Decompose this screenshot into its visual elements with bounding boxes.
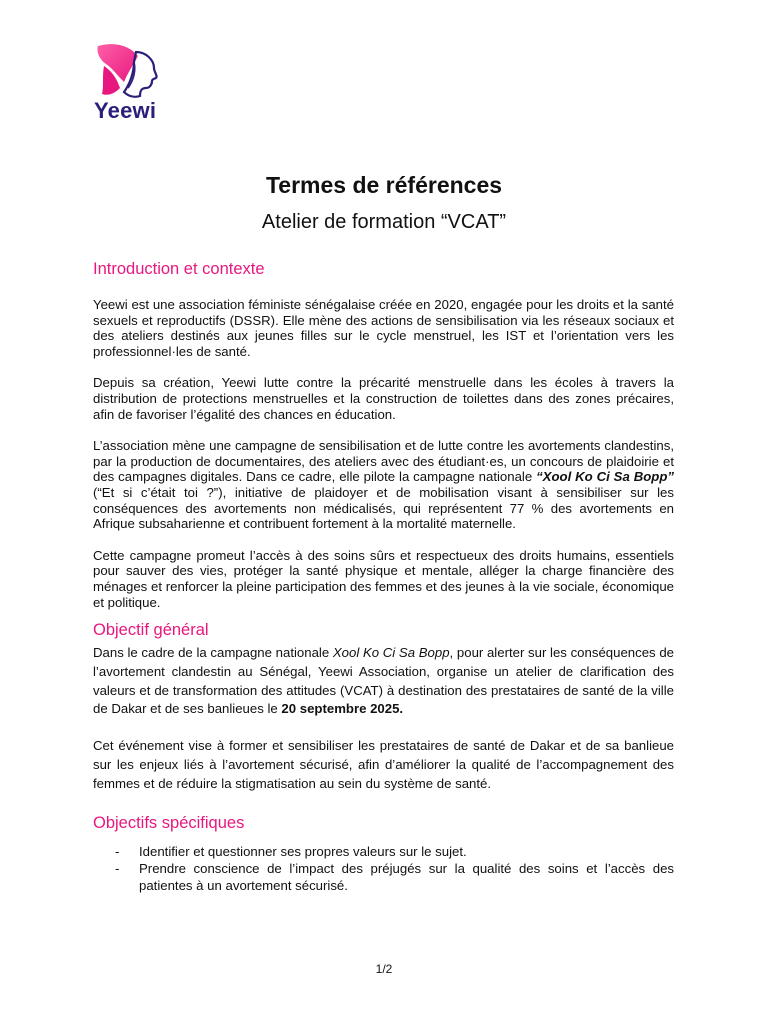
intro-p3-text-b: (“Et si c’était toi ?”), initiative de plaidoyer et de mobilisation visant à sensibiliser sur les conséquences des avortements non médicalisés, qui représentent 77 % des avortements en Afrique subsaharienne et contribuent fortement à la mortalité maternelle. — [93, 484, 674, 532]
section-heading-general: Objectif général — [93, 621, 209, 640]
butterfly-woman-profile-icon — [94, 42, 160, 100]
bullet-dash: - — [115, 860, 120, 876]
yeewi-logo — [94, 42, 166, 122]
general-paragraph-2: Cet événement vise à former et sensibiliser les prestataires de santé de Dakar et de sa banlieue sur les enjeux liés à l’avortement sécurisé, afin d’améliorer la qualité de l’accompagnement des femmes et de réduire la stigmatisation au sein du système de santé. — [93, 738, 674, 791]
list-item-text: Prendre conscience de l’impact des préjugés sur la qualité des soins et l’accès des patientes à un avortement sécurisé. — [139, 860, 674, 893]
logo-text: Yeewi — [94, 98, 157, 123]
campaign-name: “Xool Ko Ci Sa Bopp” — [536, 469, 674, 485]
intro-paragraph-2: Depuis sa création, Yeewi lutte contre la précarité menstruelle dans les écoles à travers la distribution de protections menstruelles et la construction de toilettes dans des zones précaires, afin de favoriser l’égalité des chances en éducation. — [93, 375, 674, 422]
bullet-dash: - — [115, 843, 120, 859]
intro-paragraph-4: Cette campagne promeut l’accès à des soins sûrs et respectueux des droits humains, essentiels pour sauver des vies, protéger la santé physique et mentale, alléger la charge financière des ménages et renforcer la pleine participation des femmes et des jeunes à la vie sociale, économique et politique. — [93, 547, 674, 610]
document-body — [93, 258, 674, 894]
page-number: 1/2 — [375, 962, 393, 976]
general-p1-text-a: Dans le cadre de la campagne nationale — [93, 645, 333, 661]
document-subtitle: Atelier de formation “VCAT” — [261, 211, 507, 233]
specific-objectives-list — [93, 843, 674, 894]
intro-paragraph-1: Yeewi est une association féministe sénégalaise créée en 2020, engagée pour les droits et la santé sexuels et reproductifs (DSSR). Elle mène des actions de sensibilisation via les réseaux sociaux et des ateliers destinés aux jeunes filles sur le cycle menstruel, les IST et l’orientation vers les professionnel·les de santé. — [93, 297, 674, 359]
section-heading-specific: Objectifs spécifiques — [93, 813, 245, 832]
document-title: Termes de références — [265, 172, 503, 198]
list-item — [93, 843, 674, 860]
campaign-name-italic: Xool Ko Ci Sa Bopp — [332, 645, 450, 661]
general-p1-text-b: , pour alerter sur les conséquences de l’avortement clandestin au Sénégal, Yeewi Association, organise un atelier de clarification des valeurs et de transformation des attitudes (VCAT) à destination des prestataires de santé de la ville de Dakar et de ses banlieues le — [93, 645, 674, 717]
section-heading-intro: Introduction et contexte — [93, 260, 265, 278]
list-item-text: Identifier et questionner ses propres valeurs sur le sujet. — [139, 843, 467, 859]
list-item — [93, 860, 674, 894]
event-date: 20 septembre 2025. — [281, 701, 404, 717]
intro-p3-text-a: L’association mène une campagne de sensibilisation et de lutte contre les avortements clandestins, par la production de documentaires, des ateliers avec des étudiant·es, un concours de plaidoirie et des campagnes digitales. Dans ce cadre, elle pilote la campagne nationale — [93, 438, 674, 485]
general-paragraph-1 — [93, 644, 674, 719]
intro-paragraph-3 — [93, 438, 674, 532]
